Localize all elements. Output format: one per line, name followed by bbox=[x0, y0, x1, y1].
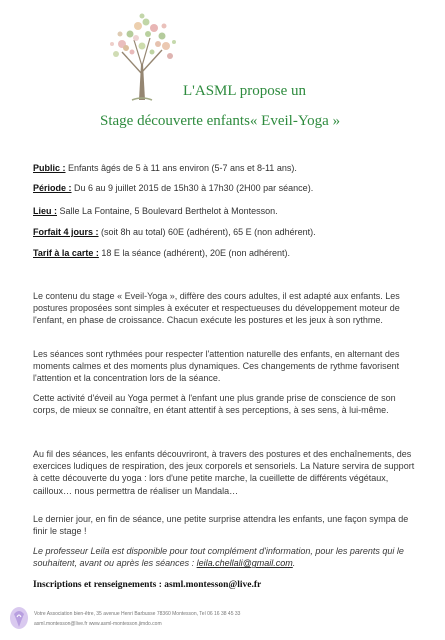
association-logo-icon bbox=[8, 605, 30, 631]
footer-address: Votre Association bien-être, 35 avenue Henri Barbusse 78360 Montesson, Tel 06 16 38 45 33 bbox=[34, 611, 241, 617]
info-tarif bbox=[33, 248, 290, 258]
info-label: Période : bbox=[33, 183, 72, 193]
tree-illustration bbox=[92, 4, 192, 102]
info-lieu bbox=[33, 206, 278, 216]
info-public bbox=[33, 163, 297, 173]
info-label: Lieu : bbox=[33, 206, 57, 216]
email-link[interactable]: leila.chellali@gmail.com bbox=[196, 558, 293, 569]
title-line-2: Stage découverte enfants« Eveil-Yoga » bbox=[100, 113, 341, 129]
info-label: Forfait 4 jours : bbox=[33, 227, 99, 237]
paragraph-seances: Les séances sont rythmées pour respecter l'attention naturelle des enfants, en alternant des moments calmes et des moments plus dynamiques. Ces changements de rythme favorisent l'attention et la concentration lors de la séance. bbox=[33, 349, 400, 384]
footer-web[interactable]: asml.montesson@live.fr www.asml-montesson.jimdo.com bbox=[34, 621, 162, 627]
info-value: Du 6 au 9 juillet 2015 de 15h30 à 17h30 (2H00 par séance). bbox=[71, 183, 314, 193]
info-value: (soit 8h au total) 60E (adhérent), 65 E (non adhérent). bbox=[98, 227, 316, 237]
info-value: Salle La Fontaine, 5 Boulevard Berthelot à Montesson. bbox=[57, 206, 278, 216]
info-periode bbox=[33, 183, 313, 193]
contact-line: Inscriptions et renseignements : asml.montesson@live.fr bbox=[33, 580, 262, 590]
paragraph-contenu: Le contenu du stage « Eveil-Yoga », diffère des cours adultes, il est adapté aux enfants. Les postures proposées sont simples à exécuter et respectueuses du développement moteur de l'enfant, en phase de croissance. Chacun exécute les postures et les jeux à son rythme. bbox=[33, 291, 400, 326]
info-label: Tarif à la carte : bbox=[33, 248, 99, 258]
info-label: Public : bbox=[33, 163, 66, 173]
professeur-text: Le professeur Leila est disponible pour tout complément d'information, pour les parents qui le souhaitent, avant ou après les séances : bbox=[33, 546, 404, 569]
paragraph-activite: Cette activité d'éveil au Yoga permet à l'enfant une plus grande prise de conscience de son corps, de mieux se connaître, en étant attentif à ses perceptions, à ses sens, à lui-même. bbox=[33, 393, 396, 416]
info-forfait bbox=[33, 227, 316, 237]
paragraph-fil-des-seances: Au fil des séances, les enfants découvriront, à travers des postures et des enchaînements, des exercices ludiques de respiration, des jeux corporels et sensoriels. La Nature servira de support à cette découverte du yoga : lors d'une petite marche, la cueillette de différents végétaux, cailloux… nous permettra de réaliser un Mandala… bbox=[33, 449, 415, 496]
title-line-1: L'ASML propose un bbox=[183, 83, 306, 99]
info-value: 18 E la séance (adhérent), 20E (non adhérent). bbox=[98, 248, 290, 258]
closing-end: . bbox=[292, 558, 296, 569]
info-value: Enfants âgés de 5 à 11 ans environ (5-7 ans et 8-11 ans). bbox=[65, 163, 297, 173]
paragraph-dernier-jour: Le dernier jour, en fin de séance, une petite surprise attendra les enfants, une façon sympa de finir le stage ! bbox=[33, 514, 409, 537]
tree-foliage bbox=[110, 14, 176, 60]
paragraph-professeur bbox=[33, 545, 418, 569]
